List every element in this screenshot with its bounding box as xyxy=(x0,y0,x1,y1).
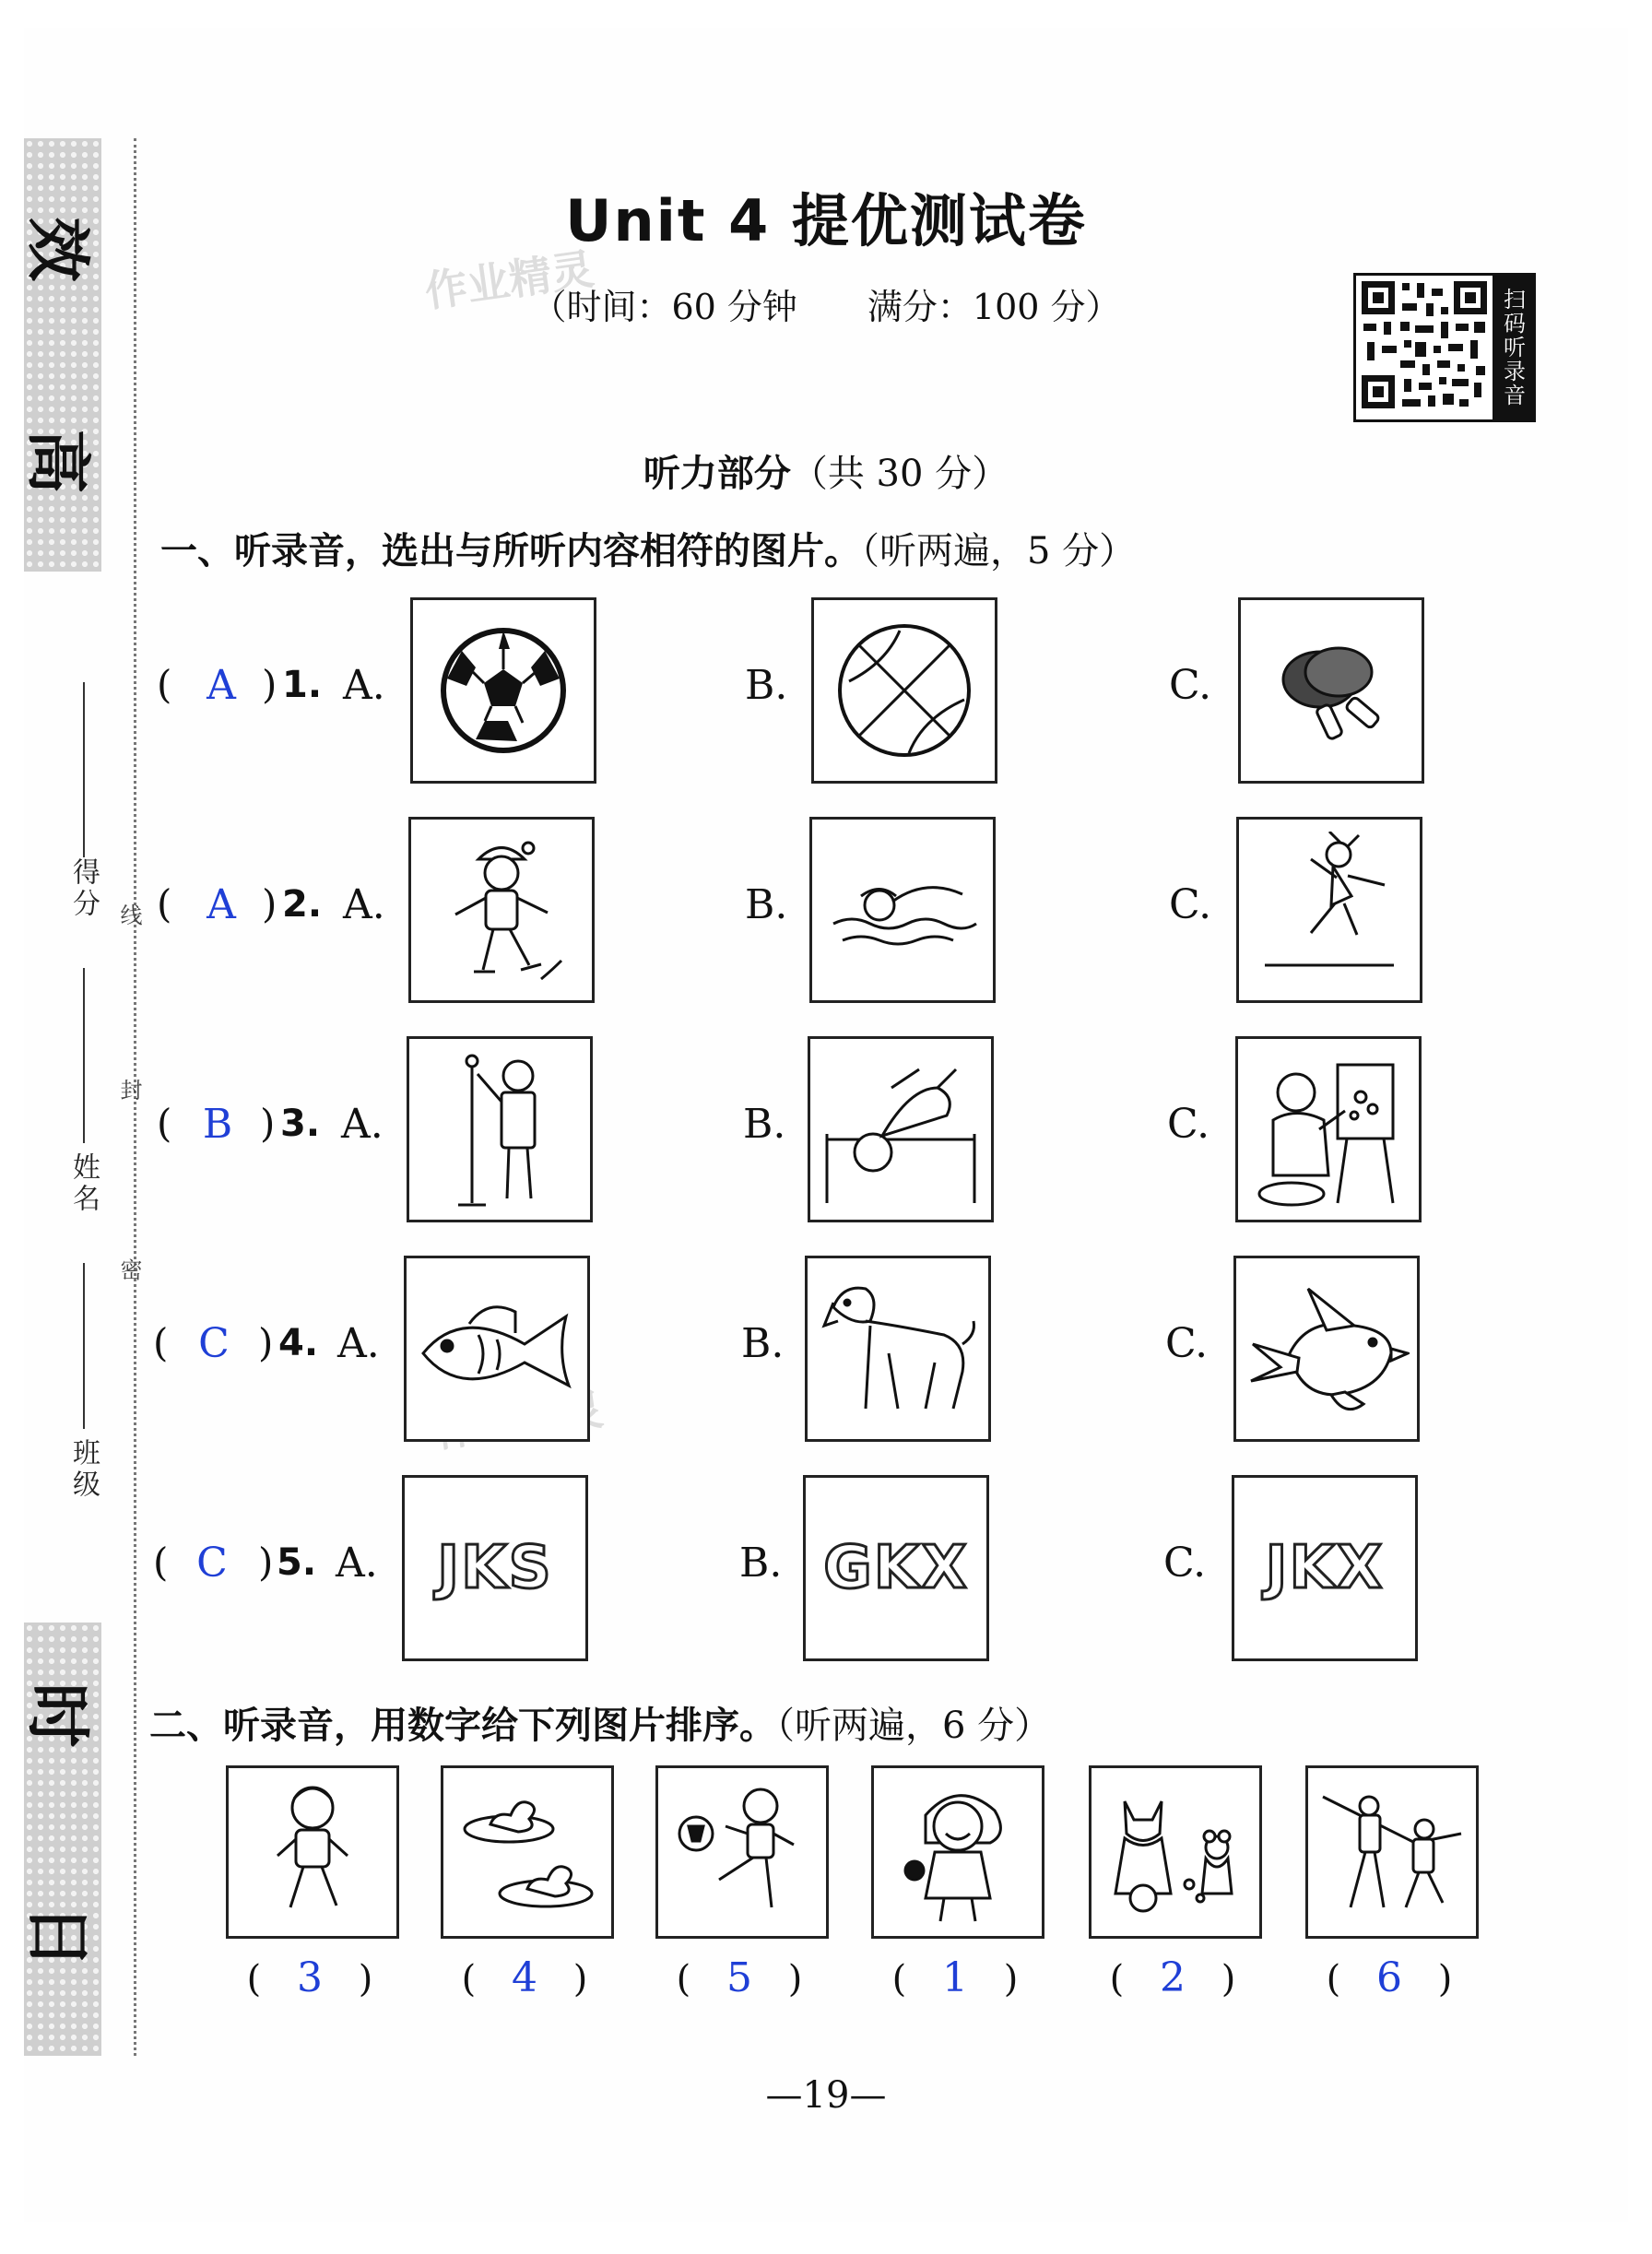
basketball-icon xyxy=(831,617,978,764)
question-row xyxy=(0,817,1652,1001)
sequence-image-box[interactable] xyxy=(441,1765,614,1939)
sequence-answer: ( 3 ) xyxy=(246,1954,373,2001)
sequence-answer: ( 1 ) xyxy=(891,1954,1019,2001)
bird-icon xyxy=(1244,1280,1410,1418)
answer-paren-open: ( xyxy=(157,1101,172,1146)
sequence-number[interactable]: 4 xyxy=(512,1954,537,2001)
option-image-box[interactable] xyxy=(410,597,596,784)
option-image-box[interactable] xyxy=(1232,1475,1418,1661)
question-row xyxy=(0,1256,1652,1440)
answer-paren-open: ( xyxy=(157,662,172,707)
sequence-image-box[interactable] xyxy=(1305,1765,1479,1939)
option-image-box[interactable] xyxy=(402,1475,588,1661)
option-image-box[interactable] xyxy=(1236,817,1422,1003)
margin-char-4: 日 xyxy=(19,1904,96,1969)
option-image-box[interactable] xyxy=(407,1036,593,1222)
answer-paren-open: ( xyxy=(153,1540,169,1585)
option-image-box[interactable] xyxy=(805,1256,991,1442)
cat-mouse-icon xyxy=(1097,1783,1254,1921)
skating-pair-icon xyxy=(1314,1778,1470,1926)
ping-pong-girl-icon xyxy=(889,1778,1027,1926)
dog-icon xyxy=(815,1270,981,1427)
sequence-number[interactable]: 1 xyxy=(942,1954,968,2001)
qr-label: 扫码听录音 xyxy=(1493,276,1533,419)
letters-jkx: JKX xyxy=(1265,1534,1385,1602)
answer-value[interactable]: A xyxy=(206,881,236,928)
sequence-answer: ( 2 ) xyxy=(1109,1954,1236,2001)
option-image-box[interactable] xyxy=(1233,1256,1420,1442)
option-label: A. xyxy=(343,662,385,709)
page-subtitle: （时间：60 分钟 满分：100 分） xyxy=(531,287,1121,327)
ping-pong-paddles-icon xyxy=(1267,635,1396,746)
answer-paren-close: ) xyxy=(262,881,277,926)
margin-char-2: 高 xyxy=(19,429,96,494)
answer-paren-close: ) xyxy=(262,662,277,707)
ice-skating-girl-icon xyxy=(432,832,571,988)
seal-label-seal: 封 xyxy=(116,1079,142,1101)
answer-value[interactable]: A xyxy=(206,662,236,709)
watermark: 作业精灵 xyxy=(421,243,597,317)
option-label: C. xyxy=(1167,1101,1210,1148)
sequence-image-box[interactable] xyxy=(871,1765,1044,1939)
answer-paren-close: ) xyxy=(258,1540,274,1585)
seal-label-secret: 密 xyxy=(116,1258,142,1280)
letters-gkx: GKX xyxy=(823,1534,969,1602)
sequence-number[interactable]: 6 xyxy=(1376,1954,1402,2001)
option-label: C. xyxy=(1169,881,1212,928)
option-image-box[interactable] xyxy=(1238,597,1424,784)
option-image-box[interactable] xyxy=(803,1475,989,1661)
answer-paren-close: ) xyxy=(260,1101,276,1146)
long-jump-girl-icon xyxy=(1256,832,1403,988)
letters-jks: JKS xyxy=(437,1534,553,1602)
option-label: A. xyxy=(341,1101,384,1148)
question-number: 4. xyxy=(278,1322,319,1364)
answer-value[interactable]: C xyxy=(198,1320,230,1367)
answer-paren-close: ) xyxy=(258,1320,274,1365)
option-label: A. xyxy=(336,1540,378,1587)
part-points: （共 30 分） xyxy=(790,453,1009,495)
part-title-text: 听力部分 xyxy=(643,452,791,495)
option-label: B. xyxy=(743,1101,786,1148)
question-row xyxy=(0,1036,1652,1221)
question-number: 3. xyxy=(280,1103,321,1145)
answer-value[interactable]: B xyxy=(202,1101,233,1148)
kicking-football-girl-icon xyxy=(668,1778,816,1926)
option-image-box[interactable] xyxy=(1235,1036,1422,1222)
option-label: B. xyxy=(739,1540,783,1587)
answer-value[interactable]: C xyxy=(196,1540,228,1587)
option-image-box[interactable] xyxy=(808,1036,994,1222)
option-image-box[interactable] xyxy=(404,1256,590,1442)
page-number: —19— xyxy=(765,2074,887,2117)
high-jump-boy-icon xyxy=(818,1051,984,1208)
sequence-answer: ( 4 ) xyxy=(461,1954,588,2001)
margin-char-1: 效 xyxy=(19,217,96,282)
option-label: B. xyxy=(745,662,788,709)
option-label: B. xyxy=(741,1320,785,1367)
qr-code-block[interactable] xyxy=(1353,273,1536,422)
running-boy-icon xyxy=(257,1778,368,1926)
page-title: Unit 4 提优测试卷 xyxy=(565,187,1087,254)
question-row xyxy=(0,597,1652,782)
question-row xyxy=(0,1475,1652,1659)
singing-boy-icon xyxy=(435,1046,564,1212)
ducks-icon xyxy=(454,1778,601,1926)
sequence-image-box[interactable] xyxy=(655,1765,829,1939)
section-2-heading xyxy=(149,1696,1051,1749)
option-label: B. xyxy=(745,881,788,928)
seal-label-line: 线 xyxy=(116,903,142,926)
sequence-number[interactable]: 3 xyxy=(297,1954,323,2001)
section-1-label: 一、听录音，选出与所听内容相符的图片。 xyxy=(160,530,861,572)
answer-paren-open: ( xyxy=(153,1320,169,1365)
swimming-girl-icon xyxy=(824,859,981,961)
section-1-note: （听两遍，5 分） xyxy=(861,530,1137,572)
fish-icon xyxy=(414,1289,580,1409)
qr-code-icon[interactable] xyxy=(1356,276,1493,414)
answer-paren-open: ( xyxy=(157,881,172,926)
sequence-image-box[interactable] xyxy=(1089,1765,1262,1939)
option-image-box[interactable] xyxy=(811,597,997,784)
sequence-number[interactable]: 5 xyxy=(726,1954,752,2001)
option-label: A. xyxy=(337,1320,380,1367)
option-label: A. xyxy=(343,881,385,928)
option-image-box[interactable] xyxy=(408,817,595,1003)
sequence-number[interactable]: 2 xyxy=(1160,1954,1186,2001)
painting-boy-icon xyxy=(1245,1046,1411,1212)
question-number: 5. xyxy=(277,1541,317,1584)
margin-char-3: 时 xyxy=(19,1682,96,1748)
soccer-ball-icon xyxy=(434,621,572,760)
part-title xyxy=(0,444,1652,497)
option-image-box[interactable] xyxy=(809,817,996,1003)
class-label: 班级 xyxy=(67,1438,100,1501)
score-label: 得分 xyxy=(67,857,100,920)
option-label: C. xyxy=(1163,1540,1207,1587)
section-2-note: （听两遍，6 分） xyxy=(776,1705,1052,1747)
option-label: C. xyxy=(1165,1320,1209,1367)
name-label: 姓名 xyxy=(67,1152,100,1215)
sequence-image-box[interactable] xyxy=(226,1765,399,1939)
option-label: C. xyxy=(1169,662,1212,709)
question-number: 1. xyxy=(282,664,323,706)
question-number: 2. xyxy=(282,883,323,926)
sequence-answer: ( 5 ) xyxy=(676,1954,803,2001)
section-1-heading xyxy=(160,522,1136,574)
sequence-answer: ( 6 ) xyxy=(1326,1954,1453,2001)
section-2-label: 二、听录音，用数字给下列图片排序。 xyxy=(149,1705,776,1747)
